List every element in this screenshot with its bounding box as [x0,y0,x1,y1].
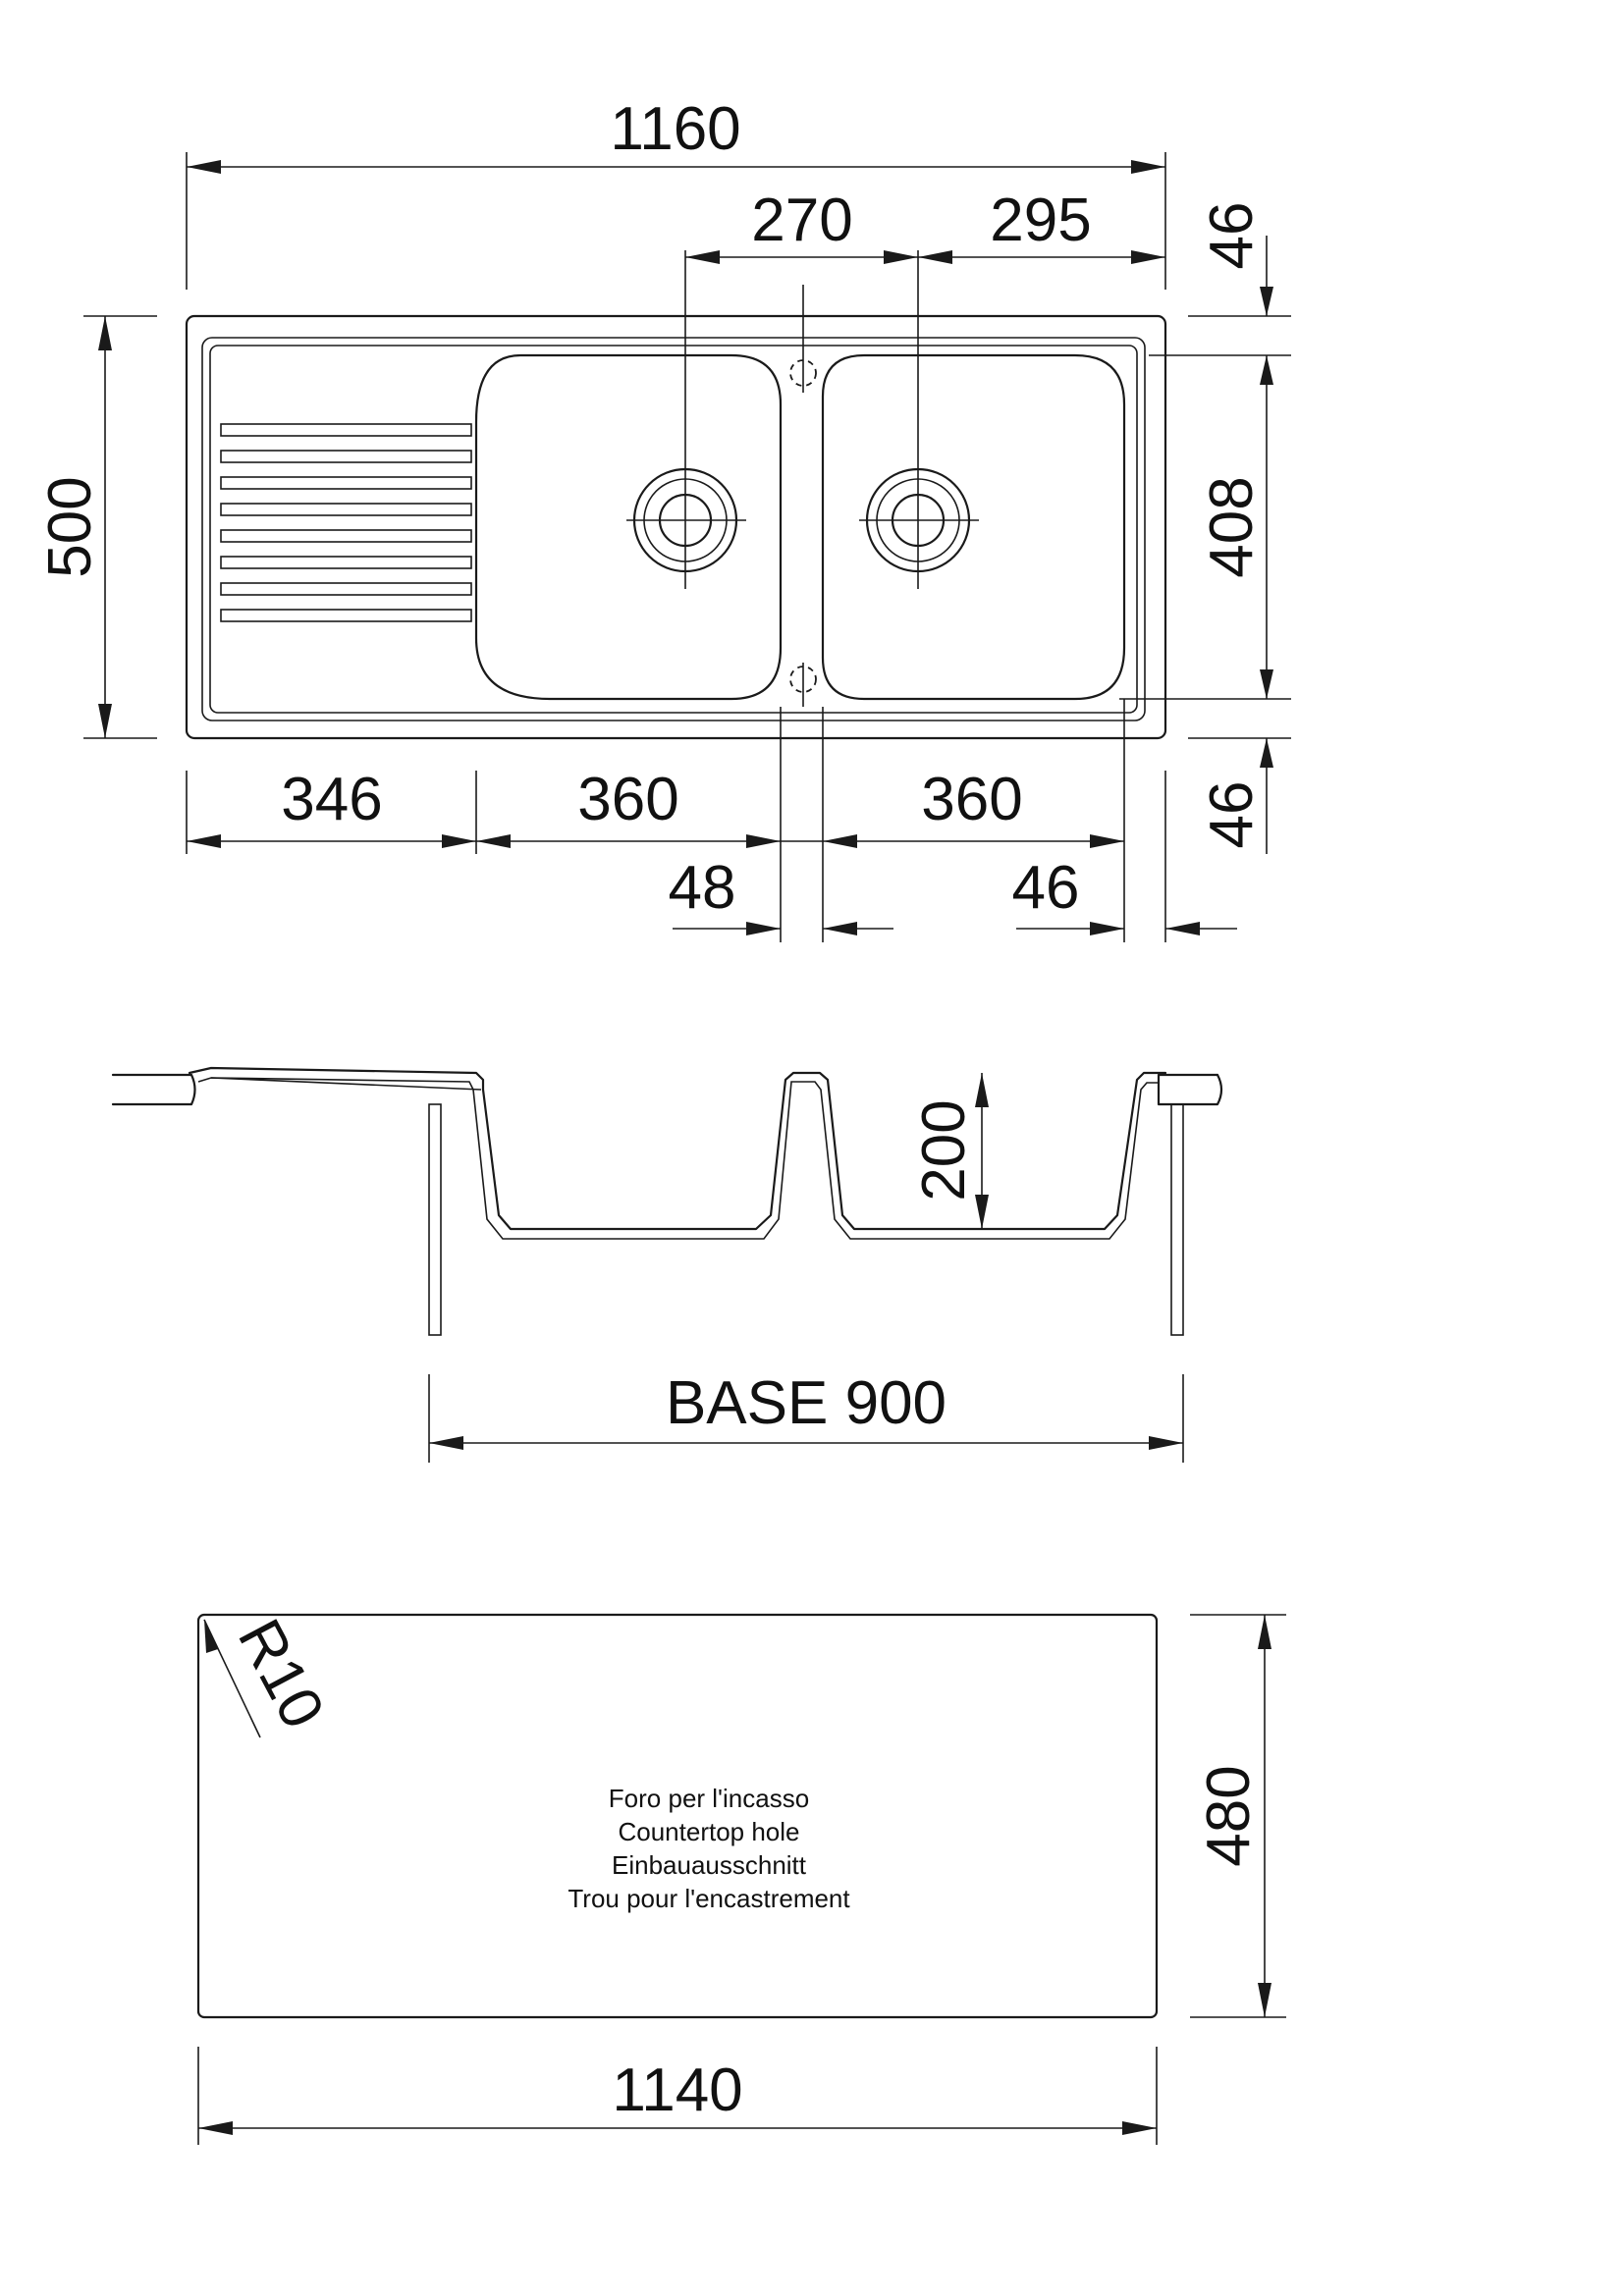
countertop-left [113,1075,195,1104]
cutout-caption-en: Countertop hole [618,1817,800,1846]
left-waste-icon [626,250,746,589]
dimension-cutout-width [198,2047,1157,2145]
cutout-view [198,1609,1286,2145]
drainer-groove [221,530,471,542]
sink-section-inner [198,1078,1159,1239]
dimension-cutout-depth [1190,1615,1286,2017]
cutout-width-label: 1140 [612,2056,743,2124]
drainer-groove [221,557,471,568]
dimension-waste-spacing [685,187,1165,264]
overall-width-label: 1160 [610,95,741,163]
cutout-outline [198,1615,1157,2017]
cutout-caption-it: Foro per l'incasso [608,1784,810,1813]
dimension-bowl-height [910,1073,989,1229]
corner-radius-label: R10 [224,1608,338,1739]
drainer-width-label: 346 [281,766,383,833]
cutout-caption-de: Einbauausschnitt [611,1850,807,1880]
drainer-groove [221,610,471,621]
drainer-grooves [221,424,471,621]
dimension-bottom-horizontal [187,699,1237,942]
drainer-groove [221,583,471,595]
drainer-groove [221,424,471,436]
waste-to-edge-label: 295 [990,187,1092,254]
top-view [36,95,1291,942]
drainer-groove [221,451,471,462]
cabinet-panel-right [1171,1104,1183,1335]
radius-arrow-icon [204,1620,218,1653]
bowl-height-label: 200 [910,1099,978,1201]
sink-outer-outline [187,316,1165,738]
right-bowl-width-label: 360 [921,766,1023,833]
sink-inner-rim-2 [210,346,1137,713]
bowl-depth-label: 408 [1198,476,1266,578]
drainer-groove [221,504,471,515]
sink-inner-rim [202,338,1145,721]
cutout-caption-fr: Trou pour l'encastrement [568,1884,850,1913]
dimension-base [429,1369,1183,1463]
front-margin-label: 46 [1198,780,1266,849]
back-margin-label: 46 [1198,201,1266,270]
cabinet-panel-left [429,1104,441,1335]
center-divider-label: 48 [668,854,736,922]
section-view [113,1068,1221,1463]
cutout-depth-label: 480 [1195,1765,1263,1867]
base-label: BASE 900 [665,1369,947,1437]
countertop-right [1159,1075,1221,1104]
overall-depth-label: 500 [36,476,104,578]
left-bowl-width-label: 360 [577,766,679,833]
right-margin-label: 46 [1011,854,1080,922]
right-waste-icon [859,250,979,589]
sink-section-profile [189,1068,1165,1229]
waste-spacing-label: 270 [751,187,853,254]
dimension-overall-depth [36,316,157,738]
drainer-groove [221,477,471,489]
